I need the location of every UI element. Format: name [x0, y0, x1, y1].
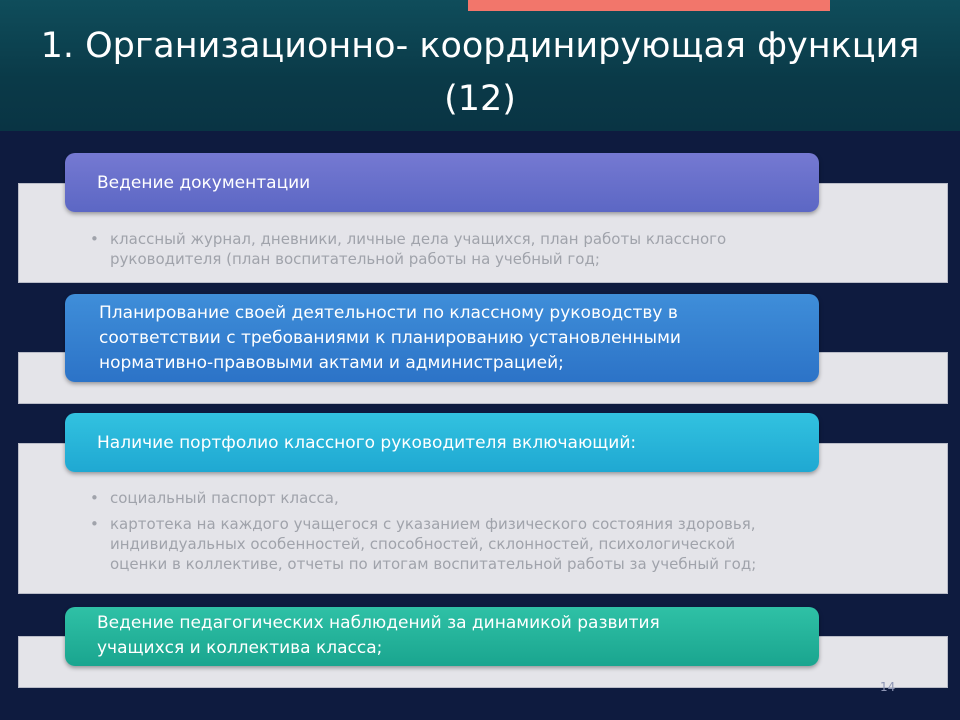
block-1-header [65, 153, 819, 212]
block-4-header-line: учащихся и коллектива класса; [97, 638, 383, 658]
block-4-header [65, 607, 819, 666]
bullet-item [90, 488, 756, 508]
page-number: 14 [880, 680, 896, 694]
block-3-header [65, 413, 819, 472]
block-2-header-line: нормативно-правовыми актами и администрацией; [99, 353, 564, 373]
bullet-line: индивидуальных особенностей, способностей, склонностей, психологической [110, 535, 736, 553]
bullet-dot: • [90, 230, 99, 248]
bullet-line: картотека на каждого учащегося с указанием физического состояния здоровья, [110, 515, 756, 533]
slide-title-line-1: 1. Организационно- координирующая функция [40, 26, 920, 66]
bullet-line: руководителя (план воспитательной работы на учебный год; [110, 250, 600, 268]
bullet-line: социальный паспорт класса, [110, 489, 339, 507]
block-1-bullets [90, 229, 726, 275]
block-3-bullets [90, 488, 756, 580]
block-4-header-line: Ведение педагогических наблюдений за динамикой развития [97, 613, 660, 633]
slide-title [0, 20, 960, 126]
bullet-line: классный журнал, дневники, личные дела учащихся, план работы классного [110, 230, 727, 248]
bullet-dot: • [90, 515, 99, 533]
accent-bar [468, 0, 830, 11]
slide-title-line-2: (12) [444, 79, 516, 119]
bullet-item [90, 514, 756, 574]
block-2-header-line: Планирование своей деятельности по классному руководству в [99, 303, 678, 323]
block-3-header-line: Наличие портфолио классного руководителя включающий: [97, 433, 637, 453]
block-2-header-line: соответствии с требованиями к планированию установленными [99, 328, 681, 348]
block-1-header-line: Ведение документации [97, 173, 311, 193]
bullet-line: оценки в коллективе, отчеты по итогам воспитательной работы за учебный год; [110, 555, 757, 573]
bullet-item [90, 229, 726, 269]
block-2-header [65, 294, 819, 382]
bullet-dot: • [90, 489, 99, 507]
